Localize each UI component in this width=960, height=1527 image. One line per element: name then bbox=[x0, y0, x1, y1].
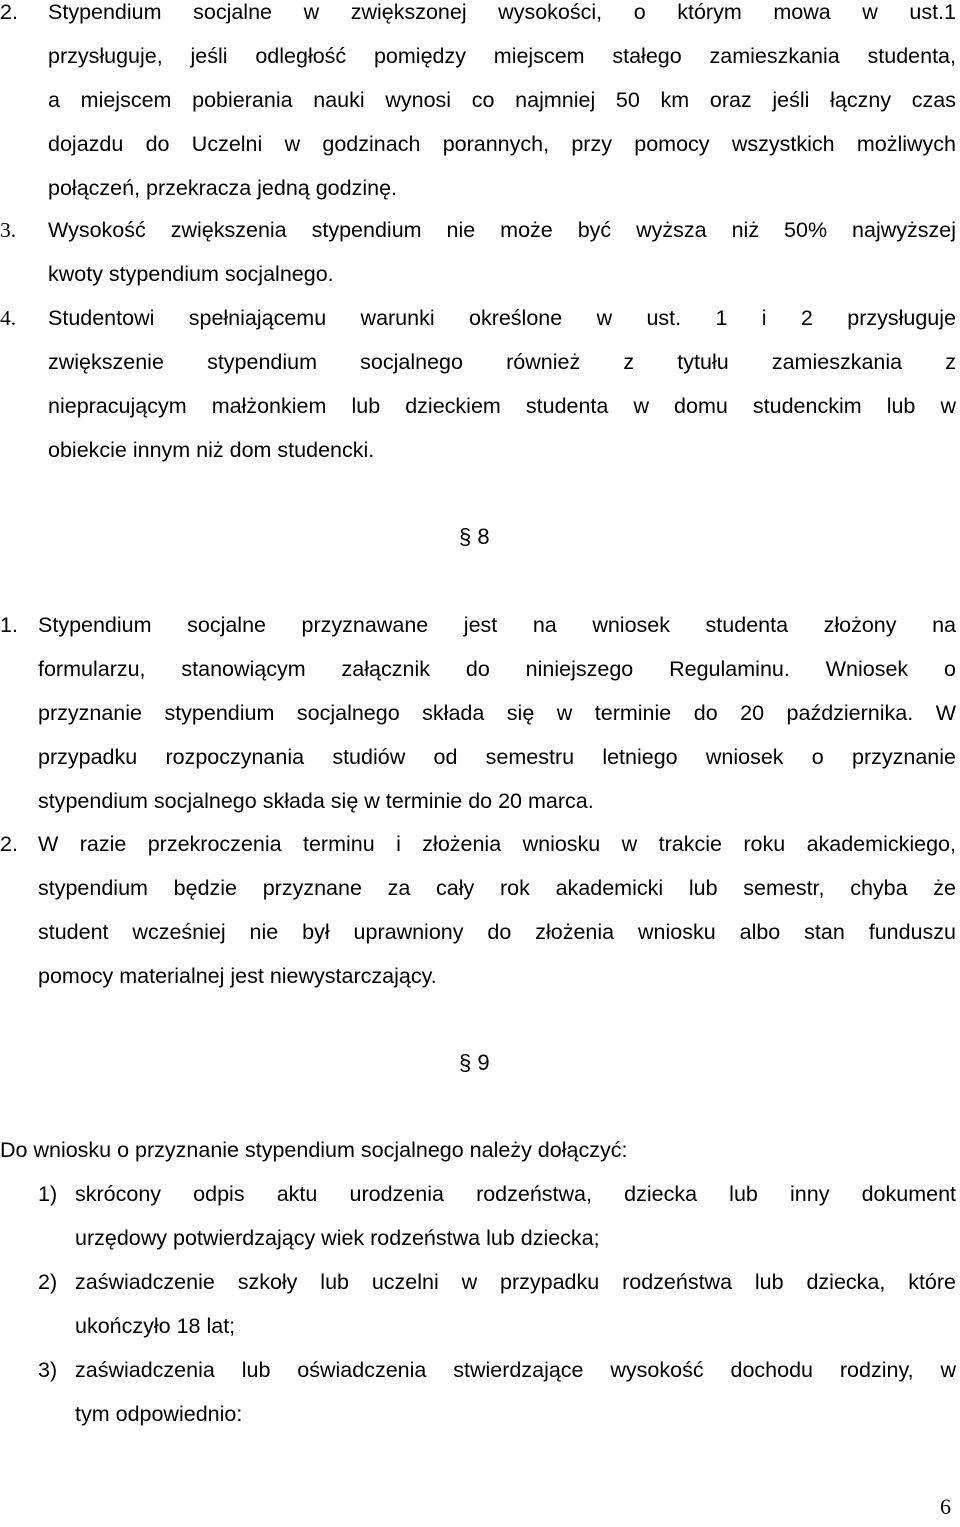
text-line: kwoty stypendium socjalnego. bbox=[48, 262, 334, 286]
list-item-text bbox=[75, 1348, 956, 1436]
text-line: Studentowi spełniającemu warunki określone w ust. 1 i 2 przysługuje bbox=[48, 306, 956, 330]
text-line: obiekcie innym niż dom studencki. bbox=[48, 438, 375, 462]
paragraph-7-3 bbox=[0, 208, 956, 296]
text-line: dojazdu do Uczelni w godzinach porannych, przy pomocy wszystkich możliwych bbox=[48, 132, 956, 156]
paragraph-text bbox=[38, 603, 956, 823]
section-heading-8: § 8 bbox=[459, 524, 490, 549]
text-line: W razie przekroczenia terminu i złożenia wniosku w trakcie roku akademickiego, bbox=[38, 832, 956, 856]
text-line: Stypendium socjalne przyznawane jest na wniosek studenta złożony na bbox=[38, 613, 956, 637]
paragraph-8-2 bbox=[0, 822, 956, 998]
paragraph-number: 1. bbox=[0, 613, 18, 637]
paragraph-text bbox=[48, 0, 956, 210]
list-item-9-1 bbox=[38, 1172, 956, 1260]
paragraph-8-1 bbox=[0, 603, 956, 823]
paragraph-number: 2. bbox=[0, 832, 18, 856]
paragraph-number: 3. bbox=[0, 218, 17, 242]
text-line: zwiększenie stypendium socjalnego również z tytułu zamieszkania z bbox=[48, 350, 956, 374]
list-item-number: 1) bbox=[38, 1182, 58, 1206]
list-item-number: 3) bbox=[38, 1358, 58, 1382]
text-line: niepracującym małżonkiem lub dzieckiem studenta w domu studenckim lub w bbox=[48, 394, 956, 418]
text-line: a miejscem pobierania nauki wynosi co najmniej 50 km oraz jeśli łączny czas bbox=[48, 88, 956, 112]
text-line: zaświadczenie szkoły lub uczelni w przypadku rodzeństwa lub dziecka, które bbox=[75, 1270, 956, 1294]
text-line: student wcześniej nie był uprawniony do złożenia wniosku albo stan funduszu bbox=[38, 920, 956, 944]
list-item-text bbox=[75, 1172, 956, 1260]
list-item-9-3 bbox=[38, 1348, 956, 1436]
text-line: stypendium będzie przyznane za cały rok akademicki lub semestr, chyba że bbox=[38, 876, 956, 900]
paragraph-text bbox=[48, 208, 956, 296]
text-line: przyznanie stypendium socjalnego składa się w terminie do 20 października. W bbox=[38, 701, 956, 725]
text-line: połączeń, przekracza jedną godzinę. bbox=[48, 176, 397, 200]
paragraph-number: 2. bbox=[0, 0, 18, 24]
text-line: skrócony odpis aktu urodzenia rodzeństwa, dziecka lub inny dokument bbox=[75, 1182, 956, 1206]
list-item-text bbox=[75, 1260, 956, 1348]
text-line: pomocy materialnej jest niewystarczający. bbox=[38, 964, 437, 988]
paragraph-7-2 bbox=[0, 0, 956, 210]
text-line: zaświadczenia lub oświadczenia stwierdzające wysokość dochodu rodziny, w bbox=[75, 1358, 956, 1382]
paragraph-text bbox=[48, 296, 956, 472]
paragraph-7-4 bbox=[0, 296, 956, 472]
text-line: Wysokość zwiększenia stypendium nie może być wyższa niż 50% najwyższej bbox=[48, 218, 956, 242]
text-line: przypadku rozpoczynania studiów od semestru letniego wniosek o przyznanie bbox=[38, 745, 956, 769]
text-line: przysługuje, jeśli odległość pomiędzy miejscem stałego zamieszkania studenta, bbox=[48, 44, 956, 68]
text-line: tym odpowiednio: bbox=[75, 1402, 243, 1426]
list-item-9-2 bbox=[38, 1260, 956, 1348]
page-number: 6 bbox=[940, 1494, 951, 1519]
text-line: stypendium socjalnego składa się w terminie do 20 marca. bbox=[38, 789, 594, 813]
section-heading-9: § 9 bbox=[459, 1050, 490, 1075]
list-item-number: 2) bbox=[38, 1270, 58, 1294]
text-line: formularzu, stanowiącym załącznik do niniejszego Regulaminu. Wniosek o bbox=[38, 657, 956, 681]
section-9-intro: Do wniosku o przyznanie stypendium socjalnego należy dołączyć: bbox=[0, 1138, 628, 1162]
text-line: ukończyło 18 lat; bbox=[75, 1314, 236, 1338]
text-line: urzędowy potwierdzający wiek rodzeństwa lub dziecka; bbox=[75, 1226, 600, 1250]
paragraph-number: 4. bbox=[0, 306, 17, 330]
paragraph-text bbox=[38, 822, 956, 998]
text-line: Stypendium socjalne w zwiększonej wysokości, o którym mowa w ust.1 bbox=[48, 0, 956, 24]
